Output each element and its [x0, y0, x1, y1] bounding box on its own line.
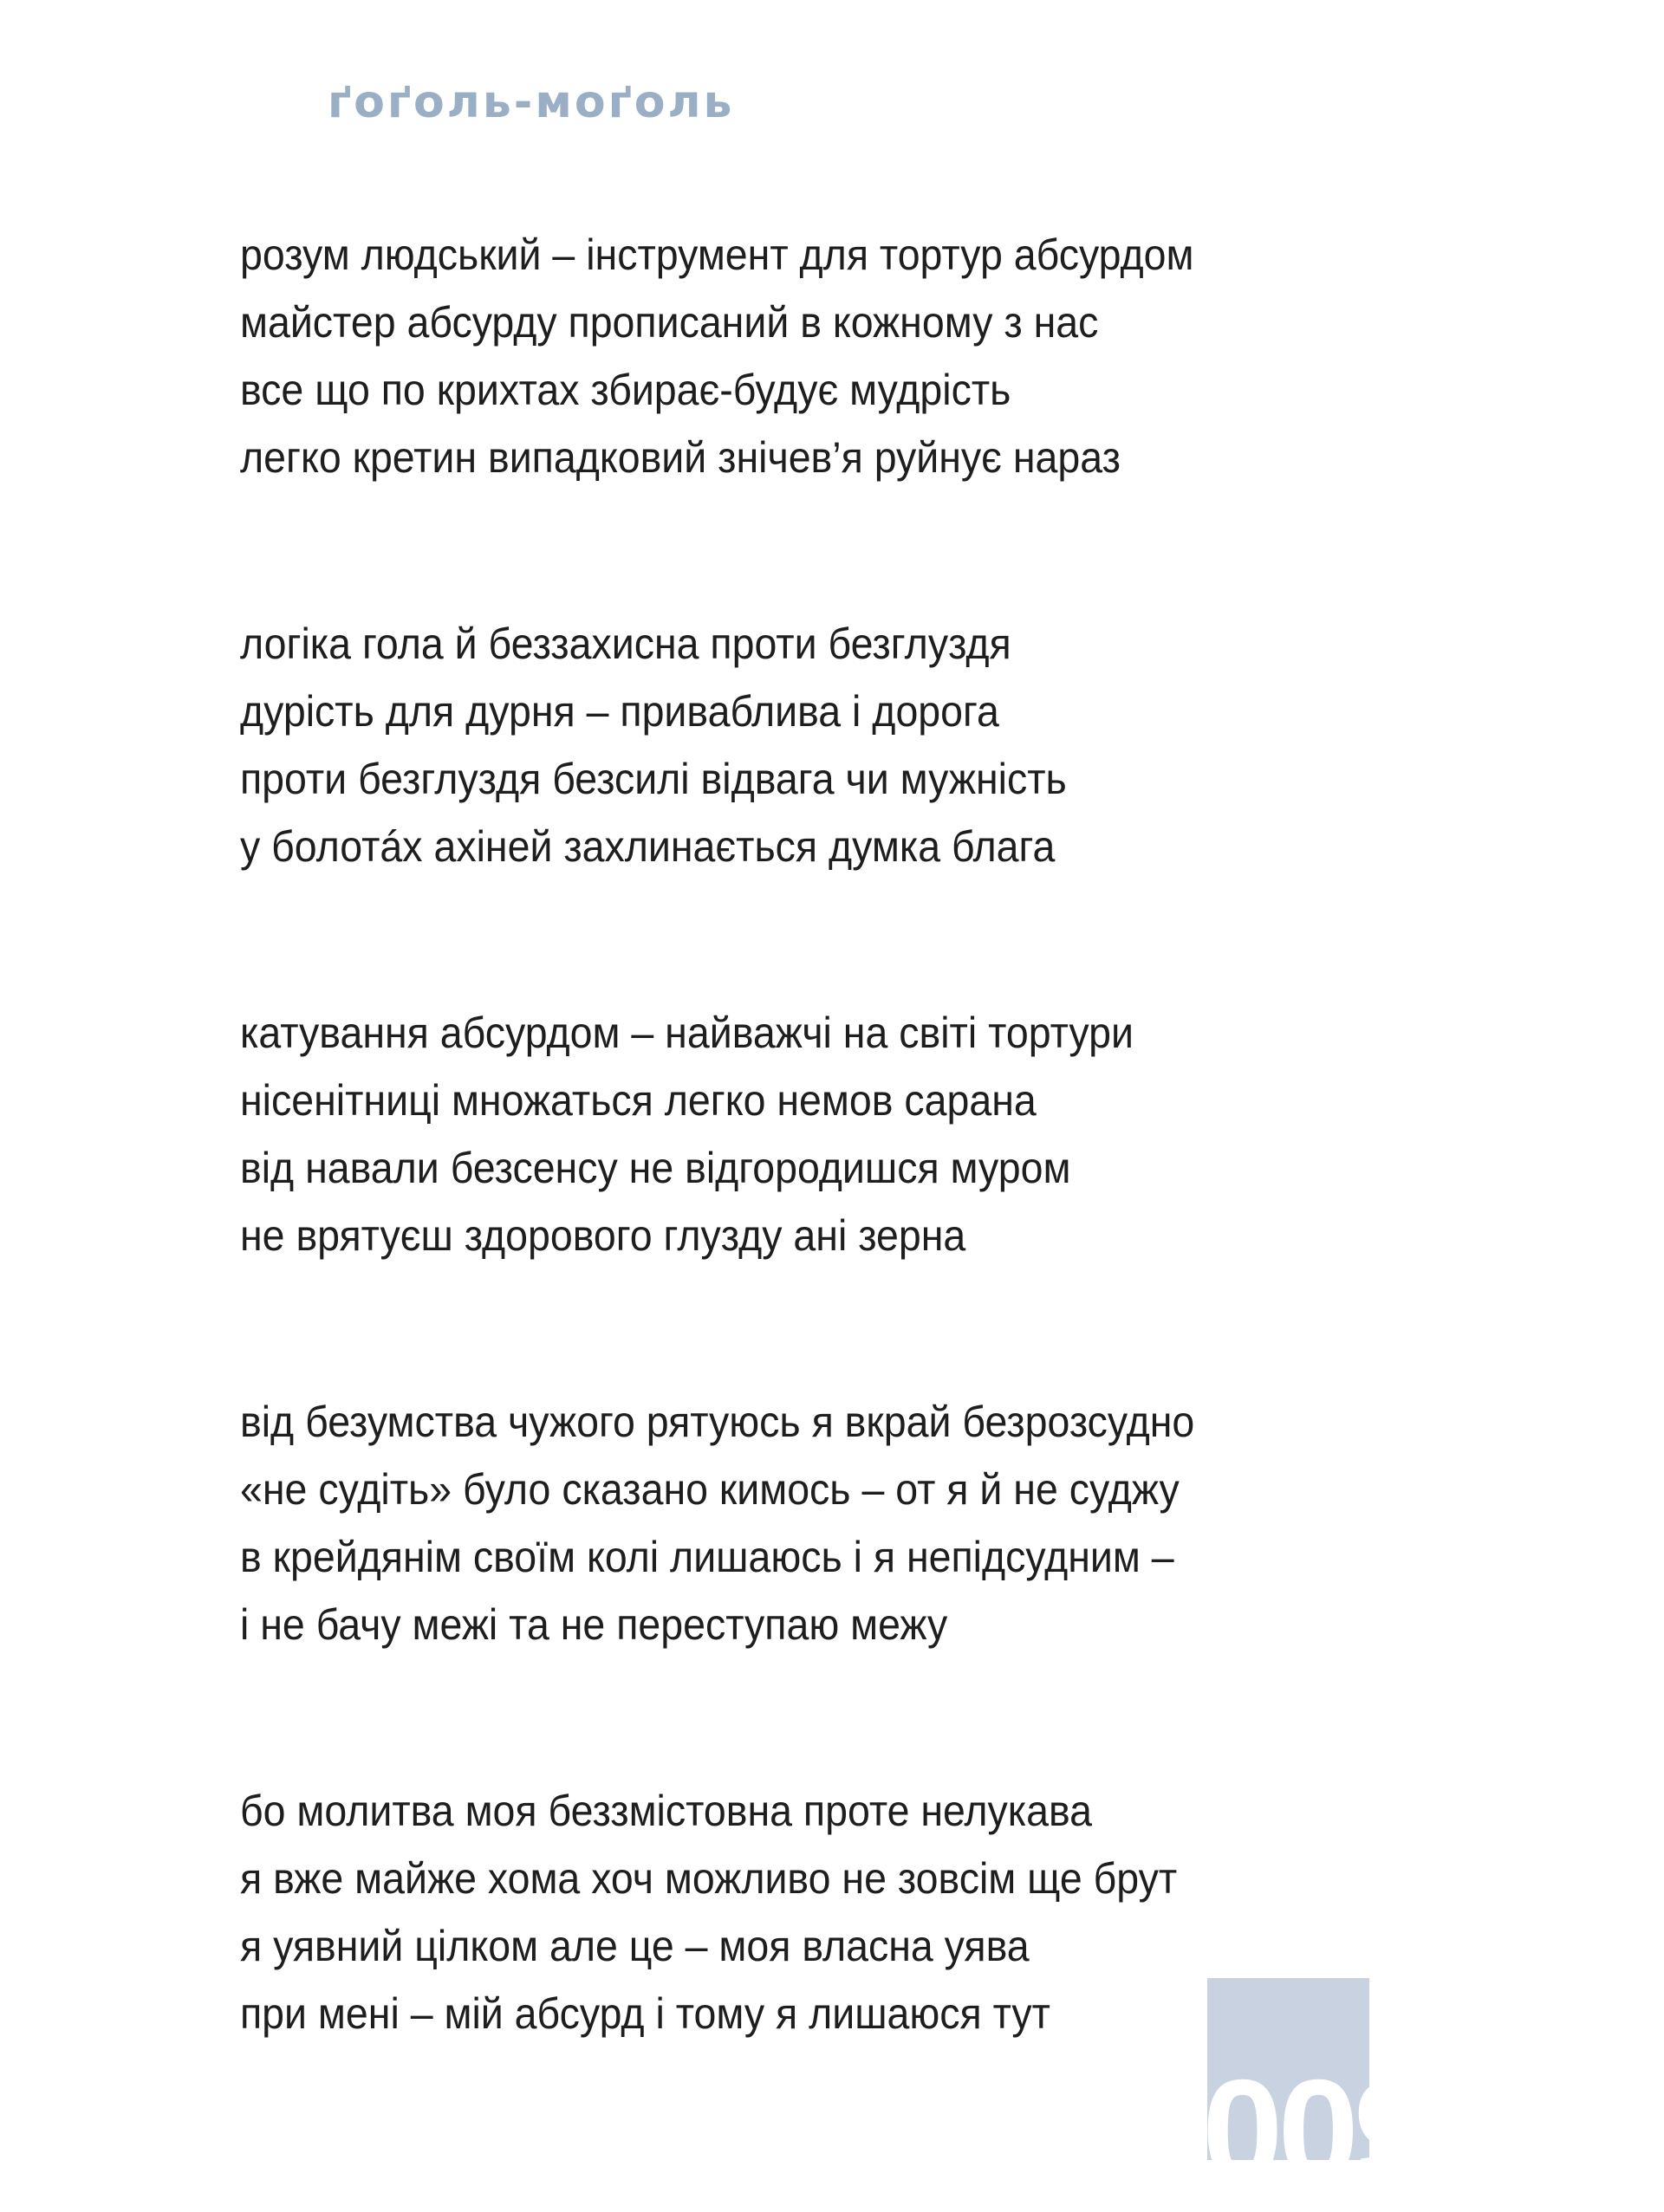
poem-line: логіка гола й беззахисна проти безглуздя: [240, 619, 1011, 668]
poem-line: я вже майже хома хоч можливо не зовсім ще брут: [240, 1854, 1178, 1903]
stanza-2: [240, 610, 1367, 880]
poem-line: все що по крихтах збирає-будує мудрість: [240, 366, 1011, 414]
stanza-3: [240, 999, 1367, 1269]
poem-line: в крейдянім своїм колі лишаюсь і я непідсудним –: [240, 1533, 1174, 1581]
poem-line: від навали безсенсу не відгородишся муром: [240, 1144, 1071, 1192]
poem-line: майстер абсурду прописаний в кожному з нас: [240, 298, 1099, 347]
poem-line: дурість для дурня – приваблива і дорога: [240, 687, 999, 736]
poem-line: при мені – мій абсурд і тому я лишаюся тут: [240, 1989, 1050, 2038]
stanza-1: [240, 221, 1367, 491]
page-number: 009: [1202, 2049, 1430, 2212]
poem-line: легко кретин випадковий знічев’я руйнує нараз: [240, 433, 1121, 482]
page-number-box: [1202, 1978, 1430, 2212]
poem-line: бо молитва моя беззмістовна проте нелукава: [240, 1787, 1093, 1835]
page-header: ґоґоль-моґоль: [328, 76, 735, 128]
poem-line: нісенітниці множаться легко немов сарана: [240, 1076, 1037, 1125]
poem-line: і не бачу межі та не переступаю межу: [240, 1600, 948, 1649]
poem-line: від безумства чужого рятуюсь я вкрай безрозсудно: [240, 1398, 1195, 1446]
stanza-5: [240, 1777, 1367, 2047]
poem-line: не врятуєш здорового глузду ані зерна: [240, 1211, 966, 1260]
poem-line: розум людський – інструмент для тортур абсурдом: [240, 230, 1194, 279]
poem-line: я уявний цілком але це – моя власна уява: [240, 1922, 1030, 1970]
stanza-4: [240, 1388, 1367, 1658]
poem-line: катування абсурдом – найважчі на світі тортури: [240, 1009, 1134, 1057]
poem: [240, 221, 1367, 2166]
poem-line: у болотáх ахіней захлинається думка блага: [240, 822, 1056, 871]
poem-line: «не судіть» було сказано кимось – от я й не суджу: [240, 1465, 1180, 1514]
poem-line: проти безглуздя безсилі відвага чи мужність: [240, 755, 1067, 803]
